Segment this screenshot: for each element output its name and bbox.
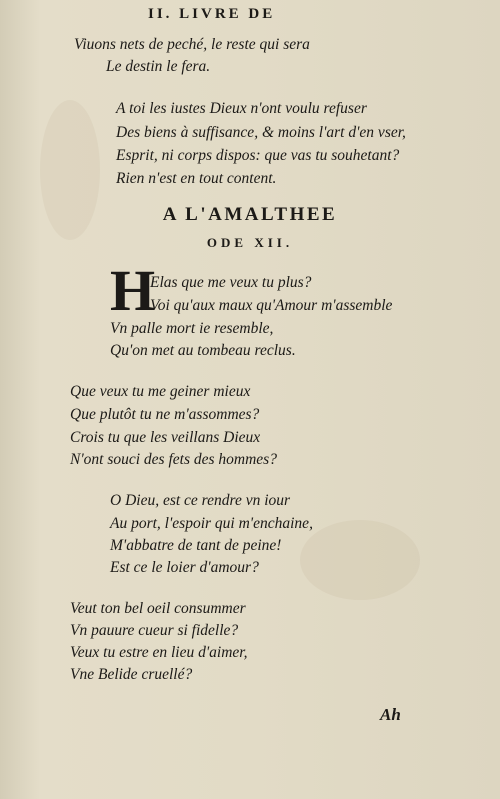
verse-line: Vn pauure cueur si fidelle? [70, 622, 239, 639]
drop-capital: H [110, 258, 156, 323]
verse-line: Veut ton bel oeil consummer [70, 600, 246, 617]
verse-line: Voi qu'aux maux qu'Amour m'assemble [150, 297, 393, 314]
verse-line: O Dieu, est ce rendre vn iour [110, 492, 291, 509]
verse-line: Des biens à suffisance, & moins l'art d'en vser, [116, 124, 406, 141]
ode-title: A L'AMALTHEE [162, 204, 338, 225]
verse-line: Rien n'est en tout content. [116, 170, 277, 187]
ode-number: ODE XII. [206, 235, 294, 250]
verse-line: Veux tu estre en lieu d'aimer, [70, 644, 248, 661]
verse-line: Elas que me veux tu plus? [150, 274, 312, 291]
verse-line: Qu'on met au tombeau reclus. [110, 342, 296, 359]
verse-line: N'ont souci des fets des hommes? [70, 451, 277, 468]
verse-line: M'abbatre de tant de peine! [110, 537, 282, 554]
verse-line: Esprit, ni corps dispos: que vas tu souhetant? [116, 147, 400, 164]
verse-line: Viuons nets de peché, le reste qui sera [74, 36, 310, 53]
verse-line: Que veux tu me geiner mieux [70, 383, 251, 400]
verse-line: Vne Belide cruellé? [70, 666, 193, 683]
verse-line: A toi les iustes Dieux n'ont voulu refuser [116, 100, 367, 117]
verse-line: Que plutôt tu ne m'assommes? [70, 406, 260, 423]
running-head: II. LIVRE DE [148, 6, 276, 22]
catchword: Ah [380, 705, 401, 724]
verse-line: Au port, l'espoir qui m'enchaine, [110, 515, 313, 532]
verse-line: Vn palle mort ie resemble, [110, 320, 274, 337]
verse-line: Est ce le loier d'amour? [110, 559, 259, 576]
verse-line: Crois tu que les veillans Dieux [70, 429, 261, 446]
verse-line: Le destin le fera. [106, 58, 211, 75]
